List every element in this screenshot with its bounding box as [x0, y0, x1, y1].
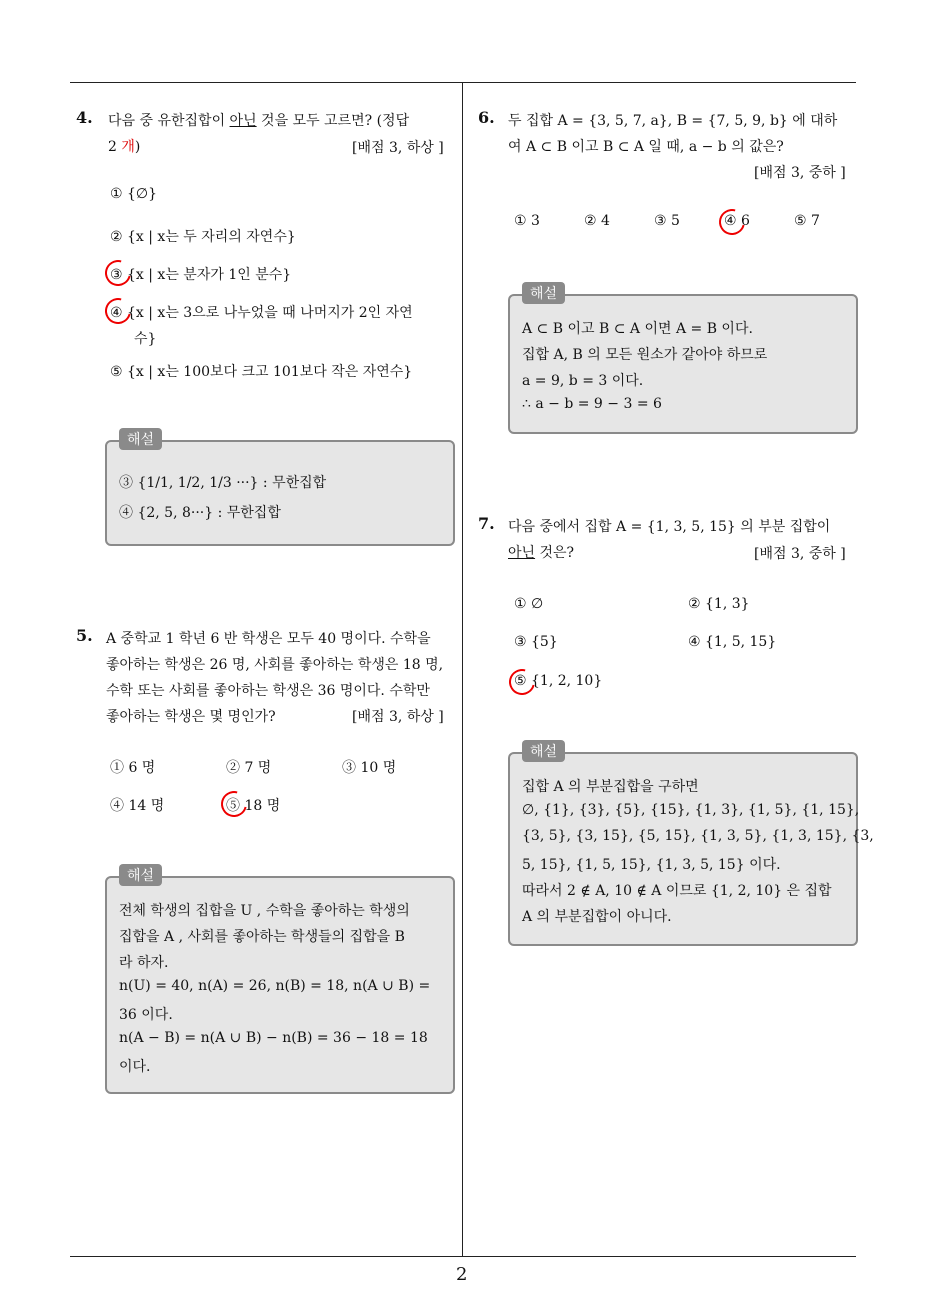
explanation-line: 이다. [119, 1059, 151, 1075]
answer-circle-mark [100, 293, 136, 329]
explanation-line: 5, 15}, {1, 5, 15}, {1, 3, 5, 15} 이다. [522, 857, 781, 873]
option-4[interactable]: ④ 14 명 [110, 798, 165, 814]
option-2[interactable]: ② {x | x는 두 자리의 자연수} [110, 229, 296, 245]
answer-circle-mark [216, 786, 252, 822]
explanation-box [508, 286, 858, 434]
option-5[interactable]: ⑤ {x | x는 100보다 크고 101보다 작은 자연수} [110, 364, 413, 380]
explanation-box [508, 744, 874, 946]
explanation-box [105, 868, 455, 1094]
option-1[interactable]: ① {∅} [110, 186, 158, 202]
column-divider [462, 82, 463, 1257]
explanation-line: ③ {1/1, 1/2, 1/3 ···} : 무한집합 [119, 475, 327, 491]
explanation-line: 집합 A, B 의 모든 원소가 같아야 하므로 [522, 347, 768, 363]
question-number: 6. [478, 108, 495, 127]
explanation-line: {3, 5}, {3, 15}, {5, 15}, {1, 3, 5}, {1, 3, 15}, {3, [522, 828, 874, 844]
question-text: 다음 중 유한집합이 아닌 것을 모두 고르면? (정답 2 개) [108, 113, 410, 155]
option-5[interactable]: ⑤ {1, 2, 10} [514, 673, 603, 689]
page-number: 2 [456, 1264, 468, 1285]
explanation-line: 집합을 A , 사회를 좋아하는 학생들의 집합을 B [119, 929, 405, 945]
explanation-line: 라 하자. [119, 955, 169, 971]
question-text: 두 집합 A = {3, 5, 7, a}, B = {7, 5, 9, b} 에 대하 여 A ⊂ B 이고 B ⊂ A 일 때, a − b 의 값은? [508, 113, 838, 155]
explanation-tag: 해설 [119, 864, 162, 886]
explanation-line: A 의 부분집합이 아니다. [522, 909, 672, 925]
score-meta: [배점 3, 중하 ] [754, 165, 846, 181]
question-number: 5. [76, 626, 93, 645]
option-3[interactable]: ③ 5 [654, 213, 680, 229]
score-meta: [배점 3, 중하 ] [754, 546, 846, 562]
explanation-line: ④ {2, 5, 8···} : 무한집합 [119, 505, 281, 521]
option-5[interactable]: ⑤ 7 [794, 213, 820, 229]
question-text: A 중학교 1 학년 6 반 학생은 모두 40 명이다. 수학을 좋아하는 학생은 26 명, 사회를 좋아하는 학생은 18 명, 수학 또는 사회를 좋아하는 학생은 36 명이다. 수학만 좋아하는 학생은 몇 명인가? [106, 631, 444, 725]
answer-circle-mark [714, 204, 750, 240]
explanation-line: 36 이다. [119, 1007, 173, 1023]
explanation-line: 전체 학생의 집합을 U , 수학을 좋아하는 학생의 [119, 903, 410, 919]
option-4[interactable]: ④ {1, 5, 15} [688, 634, 777, 650]
question-number: 7. [478, 514, 495, 533]
explanation-line: n(A − B) = n(A ∪ B) − n(B) = 36 − 18 = 18 [119, 1030, 428, 1046]
explanation-line: ∅, {1}, {3}, {5}, {15}, {1, 3}, {1, 5}, {1, 15}, [522, 802, 860, 818]
explanation-tag: 해설 [522, 740, 565, 762]
score-meta: [배점 3, 하상 ] [352, 709, 444, 725]
question-number: 4. [76, 108, 93, 127]
option-1[interactable]: ① ∅ [514, 596, 544, 612]
top-rule [70, 82, 856, 83]
explanation-line: 따라서 2 ∉ A, 10 ∉ A 이므로 {1, 2, 10} 은 집합 [522, 883, 832, 899]
explanation-box [105, 432, 455, 546]
explanation-tag: 해설 [522, 282, 565, 304]
option-2[interactable]: ② 7 명 [226, 760, 272, 776]
explanation-line: A ⊂ B 이고 B ⊂ A 이면 A = B 이다. [522, 321, 753, 337]
question-text: 다음 중에서 집합 A = {1, 3, 5, 15} 의 부분 집합이 아닌 것은? [508, 519, 831, 561]
option-4[interactable]: ④ {x | x는 3으로 나누었을 때 나머지가 2인 자연 [110, 305, 413, 321]
option-3[interactable]: ③ 10 명 [342, 760, 397, 776]
answer-circle-mark [504, 664, 540, 700]
option-4-cont: 수} [134, 331, 157, 347]
explanation-line: ∴ a − b = 9 − 3 = 6 [522, 396, 662, 412]
option-3[interactable]: ③ {5} [514, 634, 558, 650]
score-meta: [배점 3, 하상 ] [352, 140, 444, 156]
option-3[interactable]: ③ {x | x는 분자가 1인 분수} [110, 267, 292, 283]
option-1[interactable]: ① 6 명 [110, 760, 156, 776]
option-5[interactable]: ⑤ 18 명 [226, 798, 281, 814]
explanation-line: n(U) = 40, n(A) = 26, n(B) = 18, n(A ∪ B) = [119, 978, 431, 994]
explanation-tag: 해설 [119, 428, 162, 450]
option-2[interactable]: ② {1, 3} [688, 596, 750, 612]
option-1[interactable]: ① 3 [514, 213, 540, 229]
option-2[interactable]: ② 4 [584, 213, 610, 229]
explanation-line: a = 9, b = 3 이다. [522, 373, 644, 389]
answer-circle-mark [100, 255, 136, 291]
explanation-line: 집합 A 의 부분집합을 구하면 [522, 779, 699, 795]
bottom-rule [70, 1256, 856, 1257]
option-4[interactable]: ④ 6 [724, 213, 750, 229]
